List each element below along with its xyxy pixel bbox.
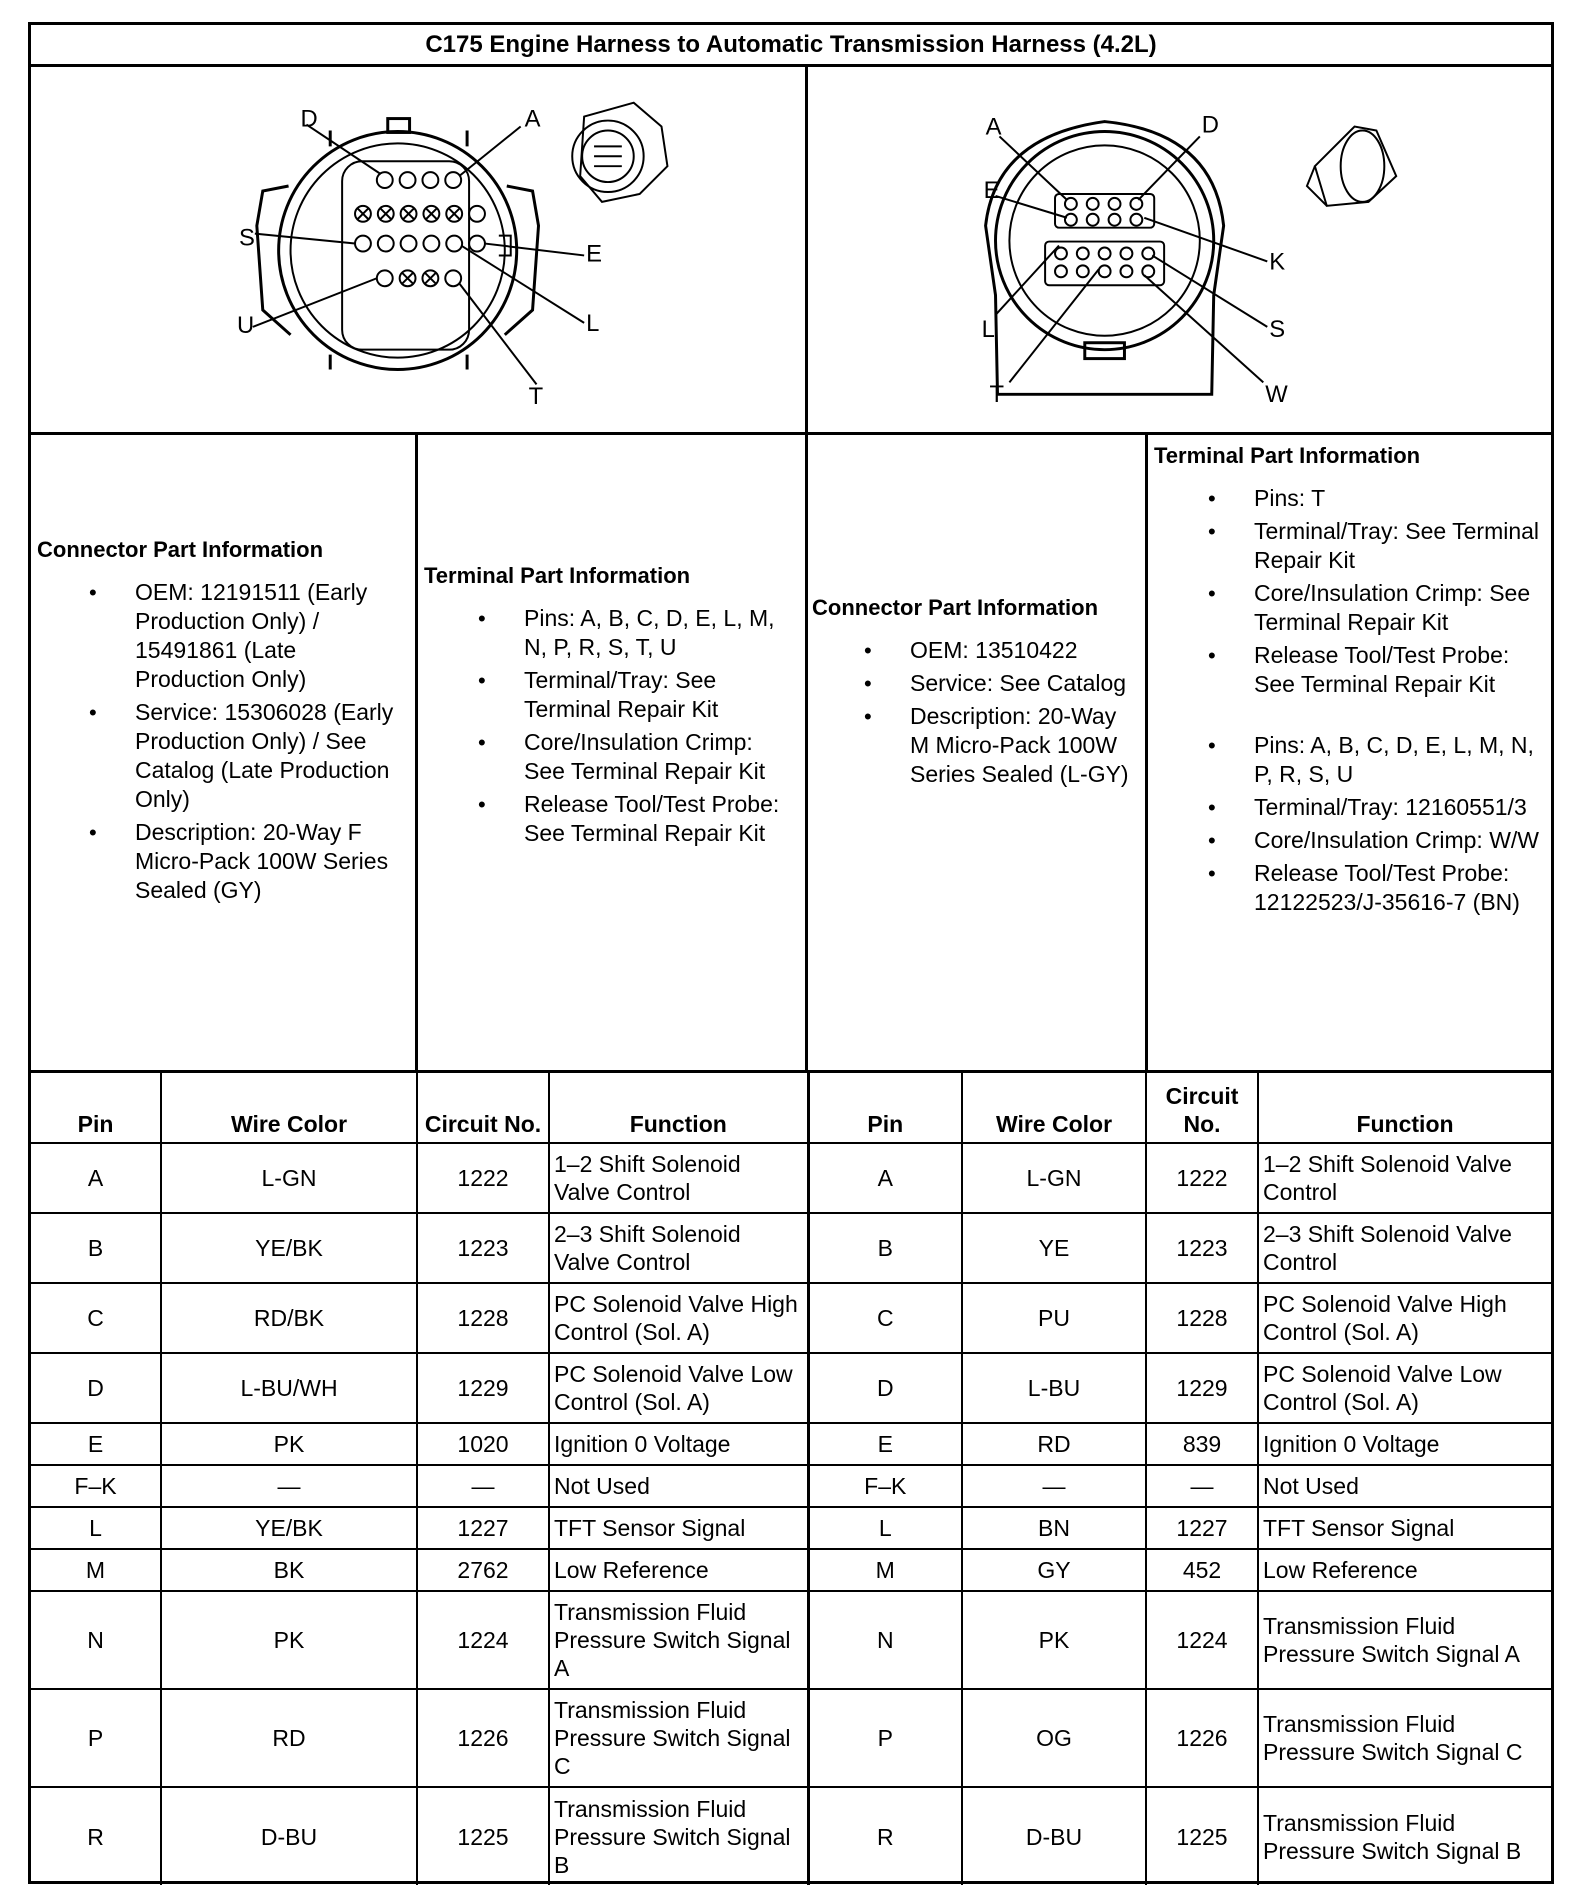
cell-function-right: Transmission Fluid Pressure Switch Signal A [1258,1591,1551,1689]
left-diagram-label-e: E [586,240,602,268]
header-pin-right: Pin [808,1073,962,1143]
cell-function: PC Solenoid Valve Low Control (Sol. A) [549,1353,808,1423]
list-item: • Pins: A, B, C, D, E, L, M, N, P, R, S, T, U [524,604,799,662]
list-item: • Terminal/Tray: See Terminal Repair Kit [1254,517,1545,575]
cell-circuit-no-right: 1224 [1146,1591,1258,1689]
cell-circuit-no: 1224 [417,1591,549,1689]
cell-function-right: Low Reference [1258,1549,1551,1591]
left-connector-part-info [31,435,418,1073]
left-diagram-label-l: L [586,309,600,337]
cell-pin: C [31,1283,161,1353]
cell-pin-right: P [808,1689,962,1787]
pinout-table-body [31,1143,1551,1885]
cell-circuit-no: 1223 [417,1213,549,1283]
cell-circuit-no: 1222 [417,1143,549,1213]
list-item: • Core/Insulation Crimp: W/W [1254,826,1545,855]
pinout-table [31,1073,1551,1885]
cell-function-right: TFT Sensor Signal [1258,1507,1551,1549]
table-row [31,1787,1551,1885]
cell-circuit-no-right: 839 [1146,1423,1258,1465]
cell-pin-right: L [808,1507,962,1549]
cell-pin: R [31,1787,161,1885]
cell-circuit-no: — [417,1465,549,1507]
cell-wire-color-right: L-BU [962,1353,1146,1423]
left-diagram-label-s: S [238,224,255,252]
cell-pin-right: B [808,1213,962,1283]
table-row [31,1143,1551,1213]
right-terminal-list-1 [1154,484,1545,699]
right-diagram-label-k: K [1269,248,1286,276]
right-diagram-label-d: D [1201,111,1220,139]
cell-wire-color: YE/BK [161,1213,417,1283]
header-function: Function [549,1073,808,1143]
cell-circuit-no: 2762 [417,1549,549,1591]
table-row [31,1283,1551,1353]
right-diagram-label-l: L [981,315,995,343]
cell-function-right: Transmission Fluid Pressure Switch Signal B [1258,1787,1551,1885]
cell-circuit-no-right: 1227 [1146,1507,1258,1549]
cell-function: PC Solenoid Valve High Control (Sol. A) [549,1283,808,1353]
cell-function-right: Ignition 0 Voltage [1258,1423,1551,1465]
left-diagram-label-t: T [528,383,544,411]
header-pin: Pin [31,1073,161,1143]
cell-wire-color: D-BU [161,1787,417,1885]
cell-wire-color-right: OG [962,1689,1146,1787]
document-frame [28,22,1554,1884]
list-item: • Core/Insulation Crimp: See Terminal Repair Kit [524,728,799,786]
cell-circuit-no-right: 1222 [1146,1143,1258,1213]
cell-pin-right: E [808,1423,962,1465]
cell-function-right: Transmission Fluid Pressure Switch Signal C [1258,1689,1551,1787]
right-connector-drawing [808,67,1551,432]
cell-wire-color: — [161,1465,417,1507]
list-item: • Pins: T [1254,484,1545,513]
left-diagram-label-d: D [300,105,318,133]
list-item: • Pins: A, B, C, D, E, L, M, N, P, R, S, U [1254,731,1545,789]
list-item: • Core/Insulation Crimp: See Terminal Repair Kit [1254,579,1545,637]
cell-circuit-no-right: 452 [1146,1549,1258,1591]
cell-wire-color-right: PU [962,1283,1146,1353]
right-diagram-label-w: W [1265,381,1288,409]
right-connector-part-info [808,435,1148,1073]
cell-wire-color: BK [161,1549,417,1591]
table-row [31,1423,1551,1465]
cell-pin-right: R [808,1787,962,1885]
right-connector-3d-view [1307,127,1396,206]
list-item: • Release Tool/Test Probe: 12122523/J-35616-7 (BN) [1254,859,1545,917]
right-connector-list [812,636,1141,789]
cell-wire-color-right: GY [962,1549,1146,1591]
cell-circuit-no-right: 1225 [1146,1787,1258,1885]
right-terminal-list-2 [1154,731,1545,917]
cell-pin-right: A [808,1143,962,1213]
header-wire-color-right: Wire Color [962,1073,1146,1143]
cell-pin: B [31,1213,161,1283]
cell-pin: M [31,1549,161,1591]
cell-wire-color-right: — [962,1465,1146,1507]
cell-pin-right: M [808,1549,962,1591]
cell-pin: N [31,1591,161,1689]
cell-function: 2–3 Shift Solenoid Valve Control [549,1213,808,1283]
left-terminal-part-info [418,435,808,1073]
table-row [31,1353,1551,1423]
left-diagram-label-a: A [524,105,541,133]
right-connector-diagram [808,67,1551,435]
list-item: • Description: 20-Way M Micro-Pack 100W Series Sealed (L-GY) [910,702,1141,789]
cell-pin: L [31,1507,161,1549]
header-wire-color: Wire Color [161,1073,417,1143]
cell-function: Transmission Fluid Pressure Switch Signal A [549,1591,808,1689]
left-terminal-heading: Terminal Part Information [424,563,691,588]
cell-pin: A [31,1143,161,1213]
header-circuit-no: Circuit No. [417,1073,549,1143]
list-item: • OEM: 13510422 [910,636,1141,665]
cell-circuit-no-right: 1226 [1146,1689,1258,1787]
right-terminal-heading: Terminal Part Information [1154,443,1421,468]
table-row [31,1213,1551,1283]
cell-function: TFT Sensor Signal [549,1507,808,1549]
cell-wire-color: PK [161,1591,417,1689]
cell-circuit-no: 1020 [417,1423,549,1465]
header-function-right: Function [1258,1073,1551,1143]
right-diagram-label-s: S [1269,315,1286,343]
cell-function: Ignition 0 Voltage [549,1423,808,1465]
cell-circuit-no-right: 1229 [1146,1353,1258,1423]
cell-circuit-no: 1228 [417,1283,549,1353]
table-row [31,1591,1551,1689]
list-item: • Service: 15306028 (Early Production Only) / See Catalog (Late Production Only) [135,698,409,814]
cell-circuit-no-right: — [1146,1465,1258,1507]
cell-function: Low Reference [549,1549,808,1591]
cell-pin-right: N [808,1591,962,1689]
cell-wire-color-right: BN [962,1507,1146,1549]
cell-function-right: Not Used [1258,1465,1551,1507]
cell-function: 1–2 Shift Solenoid Valve Control [549,1143,808,1213]
cell-wire-color-right: RD [962,1423,1146,1465]
cell-wire-color-right: YE [962,1213,1146,1283]
cell-function-right: PC Solenoid Valve Low Control (Sol. A) [1258,1353,1551,1423]
right-diagram-label-t: T [989,381,1005,409]
list-item: • OEM: 12191511 (Early Production Only) / 15491861 (Late Production Only) [135,578,409,694]
left-connector-diagram [31,67,808,435]
left-diagram-label-u: U [236,311,255,339]
list-item: • Terminal/Tray: 12160551/3 [1254,793,1545,822]
cell-pin: P [31,1689,161,1787]
right-diagram-label-a: A [985,113,1002,141]
cell-pin-right: F–K [808,1465,962,1507]
list-item: • Description: 20-Way F Micro-Pack 100W Series Sealed (GY) [135,818,409,905]
cell-circuit-no: 1229 [417,1353,549,1423]
page-title: C175 Engine Harness to Automatic Transmission Harness (4.2L) [31,25,1551,67]
cell-pin: E [31,1423,161,1465]
cell-circuit-no-right: 1223 [1146,1213,1258,1283]
cell-wire-color-right: L-GN [962,1143,1146,1213]
cell-wire-color: RD/BK [161,1283,417,1353]
list-item: • Terminal/Tray: See Terminal Repair Kit [524,666,799,724]
table-row [31,1549,1551,1591]
left-terminal-list [424,604,799,848]
cell-pin-right: D [808,1353,962,1423]
list-item: • Release Tool/Test Probe: See Terminal Repair Kit [524,790,799,848]
left-connector-list [37,578,409,905]
cell-circuit-no-right: 1228 [1146,1283,1258,1353]
cell-wire-color: RD [161,1689,417,1787]
cell-pin: D [31,1353,161,1423]
left-connector-heading: Connector Part Information [37,537,324,562]
list-item: • Service: See Catalog [910,669,1141,698]
cell-circuit-no: 1225 [417,1787,549,1885]
header-circuit-no-right: Circuit No. [1146,1073,1258,1143]
cell-pin: F–K [31,1465,161,1507]
cell-function-right: 1–2 Shift Solenoid Valve Control [1258,1143,1551,1213]
cell-circuit-no: 1226 [417,1689,549,1787]
list-item: • Release Tool/Test Probe: See Terminal Repair Kit [1254,641,1545,699]
cell-wire-color: L-BU/WH [161,1353,417,1423]
cell-function: Not Used [549,1465,808,1507]
table-row [31,1465,1551,1507]
right-connector-heading: Connector Part Information [812,595,1099,620]
cell-wire-color-right: D-BU [962,1787,1146,1885]
cell-wire-color: L-GN [161,1143,417,1213]
cell-function: Transmission Fluid Pressure Switch Signal B [549,1787,808,1885]
right-terminal-part-info [1148,435,1551,1073]
cell-function-right: PC Solenoid Valve High Control (Sol. A) [1258,1283,1551,1353]
left-connector-3d-view [572,103,667,202]
left-connector-drawing [31,67,805,432]
table-row [31,1689,1551,1787]
right-diagram-label-e: E [983,176,1000,204]
cell-wire-color-right: PK [962,1591,1146,1689]
cell-function-right: 2–3 Shift Solenoid Valve Control [1258,1213,1551,1283]
cell-circuit-no: 1227 [417,1507,549,1549]
cell-wire-color: PK [161,1423,417,1465]
table-row [31,1507,1551,1549]
cell-pin-right: C [808,1283,962,1353]
cell-wire-color: YE/BK [161,1507,417,1549]
cell-function: Transmission Fluid Pressure Switch Signal C [549,1689,808,1787]
